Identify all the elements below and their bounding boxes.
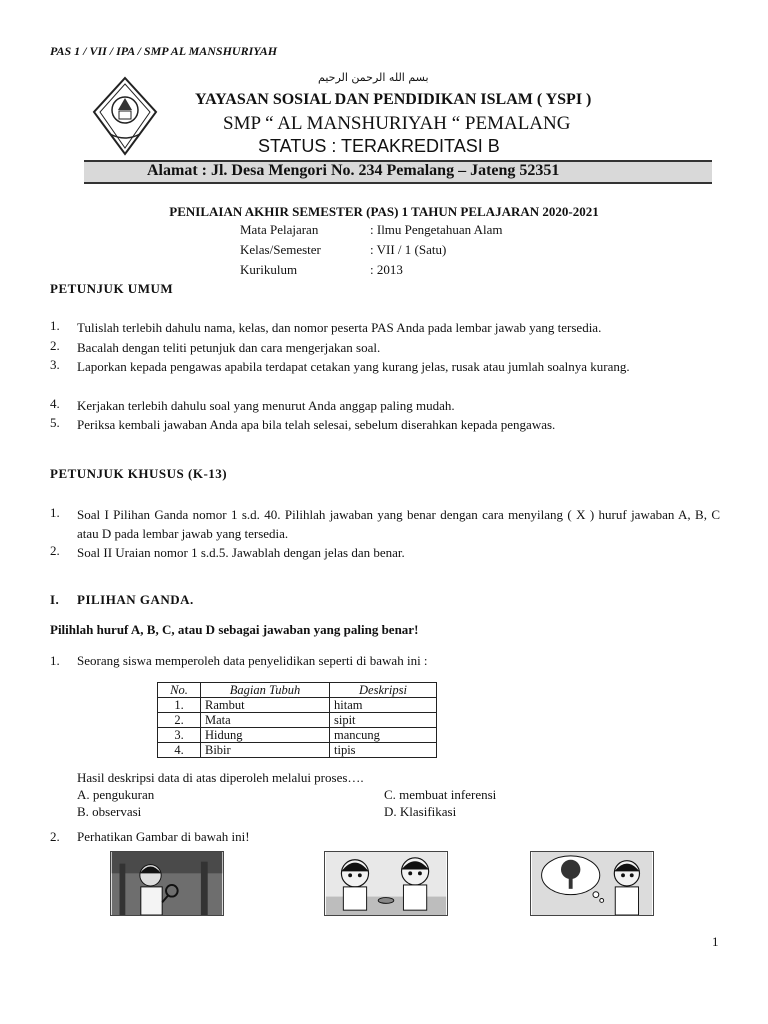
meta-value-class: : VII / 1 (Satu) [370,242,447,257]
list-item: Soal II Uraian nomor 1 s.d.5. Jawablah dengan jelas dan benar. [77,545,405,560]
section-heading: PILIHAN GANDA. [77,592,194,607]
list-item: Periksa kembali jawaban Anda apa bila telah selesai, sebelum diserahkan kepada pengawas. [77,417,556,432]
list-item-number: 4. [50,396,60,411]
section-instruction: Pilihlah huruf A, B, C, atau D sebagai jawaban yang paling benar! [50,622,419,637]
table-header: Bagian Tubuh [201,683,330,698]
list-item-number: 1. [50,318,60,333]
table-header: No. [158,683,201,698]
table-row [158,743,437,758]
option-b: B. observasi [77,804,142,819]
table-cell: hitam [330,698,437,713]
list-item: Soal I Pilihan Ganda nomor 1 s.d. 40. Pilihlah jawaban yang benar dengan cara menyilang ( X ) huruf jawaban A, B, C atau D pada lembar jawab yang tersedia. [77,507,720,541]
exam-title: PENILAIAN AKHIR SEMESTER (PAS) 1 TAHUN PELAJARAN 2020-2021 [169,204,599,219]
table-cell: mancung [330,728,437,743]
list-item-number: 3. [50,357,60,372]
table-cell: Mata [201,713,330,728]
arabic-text: بسم الله الرحمن الرحيم [318,71,429,84]
table-cell: 4. [158,743,201,758]
option-d: D. Klasifikasi [384,804,457,819]
meta-label-class: Kelas/Semester [240,242,321,257]
table-cell: Hidung [201,728,330,743]
list-item-number: 2. [50,338,60,353]
meta-label-curriculum: Kurikulum [240,262,298,277]
list-item: Bacalah dengan teliti petunjuk dan cara mengerjakan soal. [77,340,381,355]
option-a: A. pengukuran [77,787,155,802]
school-address: Alamat : Jl. Desa Mengori No. 234 Pemalang – Jateng 52351 [147,162,560,179]
option-c: C. membuat inferensi [384,787,497,802]
list-item-number: 5. [50,415,60,430]
student-magnifier-image [110,851,224,916]
table-cell: 3. [158,728,201,743]
list-item-number: 2. [50,543,60,558]
question-number: 1. [50,653,60,668]
table-header-row [158,683,437,698]
organization-name: YAYASAN SOSIAL DAN PENDIDIKAN ISLAM ( YSPI ) [195,91,592,108]
meta-value-curriculum: : 2013 [370,262,403,277]
accreditation-status: STATUS : TERAKREDITASI B [258,136,500,156]
table-row [158,698,437,713]
data-table [157,682,437,758]
list-item-number: 1. [50,505,60,520]
document-header-code: PAS 1 / VII / IPA / SMP AL MANSHURIYAH [50,44,278,58]
table-cell: Bibir [201,743,330,758]
special-instructions-heading: PETUNJUK KHUSUS (K-13) [50,466,228,481]
table-row [158,728,437,743]
question-text: Perhatikan Gambar di bawah ini! [77,829,250,844]
question-prompt: Hasil deskripsi data di atas diperoleh melalui proses…. [77,770,364,785]
school-logo-icon [92,76,158,156]
meta-label-subject: Mata Pelajaran [240,222,319,237]
question-number: 2. [50,829,60,844]
students-observing-image [324,851,448,916]
list-item: Laporkan kepada pengawas apabila terdapat cetakan yang kurang jelas, rusak atau jumlah soalnya kurang. [77,359,630,374]
list-item: Tulislah terlebih dahulu nama, kelas, dan nomor peserta PAS Anda pada lembar jawab yang tersedia. [77,320,602,335]
table-header: Deskripsi [330,683,437,698]
table-cell: 1. [158,698,201,713]
table-cell: tipis [330,743,437,758]
table-cell: sipit [330,713,437,728]
general-instructions-heading: PETUNJUK UMUM [50,281,174,296]
table-cell: 2. [158,713,201,728]
list-item: Kerjakan terlebih dahulu soal yang menurut Anda anggap paling mudah. [77,398,455,413]
question-text: Seorang siswa memperoleh data penyelidikan seperti di bawah ini : [77,653,428,668]
table-cell: Rambut [201,698,330,713]
school-name: SMP “ AL MANSHURIYAH “ PEMALANG [223,113,571,134]
page-number: 1 [712,934,719,949]
student-thinking-tree-image [530,851,654,916]
section-number: I. [50,592,60,607]
meta-value-subject: : Ilmu Pengetahuan Alam [370,222,503,237]
table-row [158,713,437,728]
